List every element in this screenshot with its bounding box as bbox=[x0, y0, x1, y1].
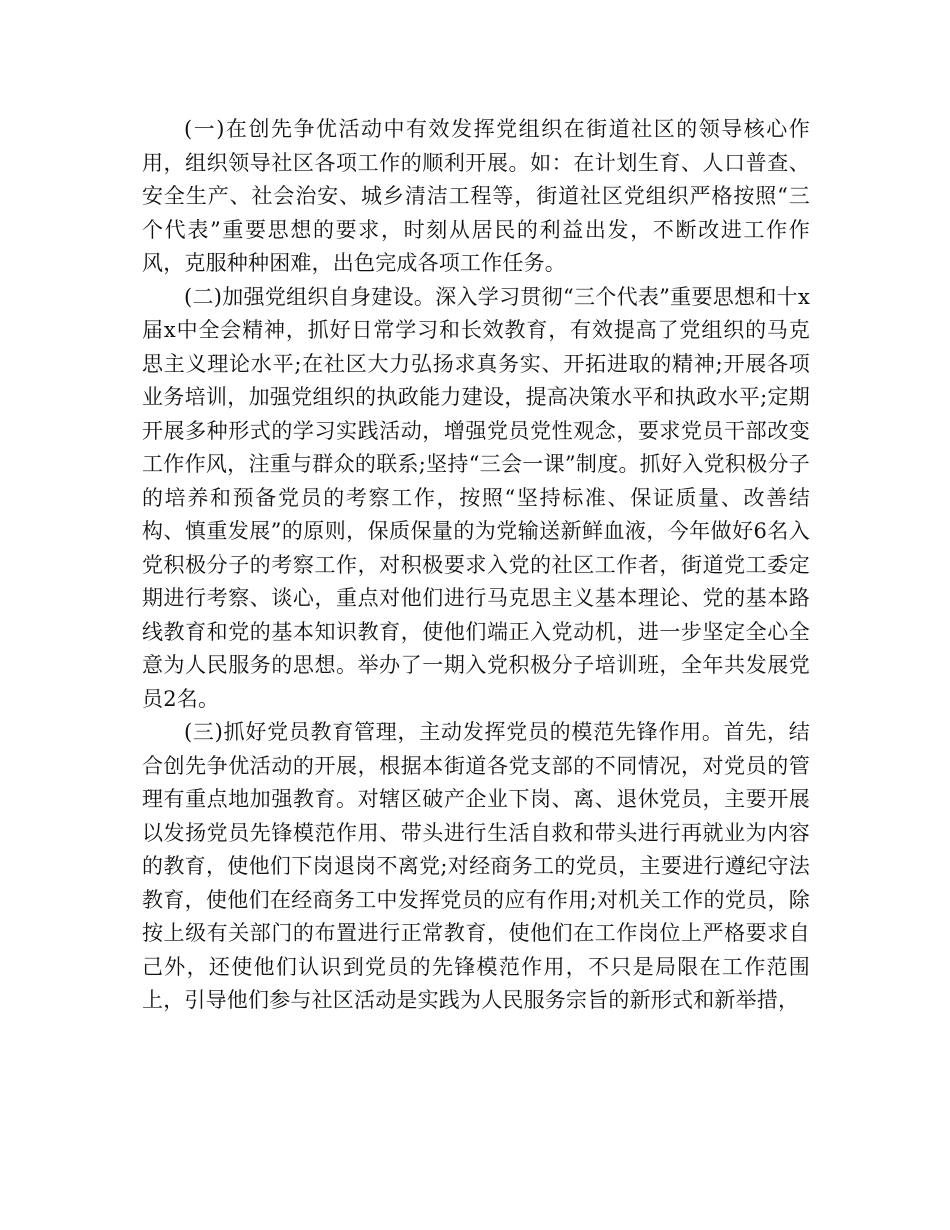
paragraph-1: (一)在创先争优活动中有效发挥党组织在街道社区的领导核心作用，组织领导社区各项工作的顺利开展。如：在计划生育、人口普查、安全生产、社会治安、城乡清洁工程等，街道社区党组织严格按照“三个代表”重要思想的要求，时刻从居民的利益出发，不断改进工作作风，克服种种困难，出色完成各项工作任务。 bbox=[142, 117, 810, 275]
document-body bbox=[142, 113, 810, 1018]
paragraph-2: (二)加强党组织自身建设。深入学习贯彻“三个代表”重要思想和十x届x中全会精神，抓好日常学习和长效教育，有效提高了党组织的马克思主义理论水平;在社区大力弘扬求真务实、开拓进取的精神;开展各项业务培训，加强党组织的执政能力建设，提高决策水平和执政水平;定期开展多种形式的学习实践活动，增强党员党性观念，要求党员干部改变工作作风，注重与群众的联系;坚持“三会一课”制度。抓好入党积极分子的培养和预备党员的考察工作，按照“坚持标准、保证质量、改善结构、慎重发展”的原则，保质保量的为党输送新鲜血液，今年做好6名入党积极分子的考察工作，对积极要求入党的社区工作者，街道党工委定期进行考察、谈心，重点对他们进行马克思主义基本理论、党的基本路线教育和党的基本知识教育，使他们端正入党动机，进一步坚定全心全意为人民服务的思想。举办了一期入党积极分子培训班，全年共发展党员2名。 bbox=[142, 284, 810, 711]
paragraph-3: (三)抓好党员教育管理，主动发挥党员的模范先锋作用。首先，结合创先争优活动的开展，根据本街道各党支部的不同情况，对党员的管理有重点地加强教育。对辖区破产企业下岗、离、退休党员，主要开展以发扬党员先锋模范作用、带头进行生活自救和带头进行再就业为内容的教育，使他们下岗退岗不离党;对经商务工的党员，主要进行遵纪守法教育，使他们在经商务工中发挥党员的应有作用;对机关工作的党员，除按上级有关部门的布置进行正常教育，使他们在工作岗位上严格要求自己外，还使他们认识到党员的先锋模范作用，不只是局限在工作范围上，引导他们参与社区活动是实践为人民服务宗旨的新形式和新举措， bbox=[142, 720, 810, 1012]
